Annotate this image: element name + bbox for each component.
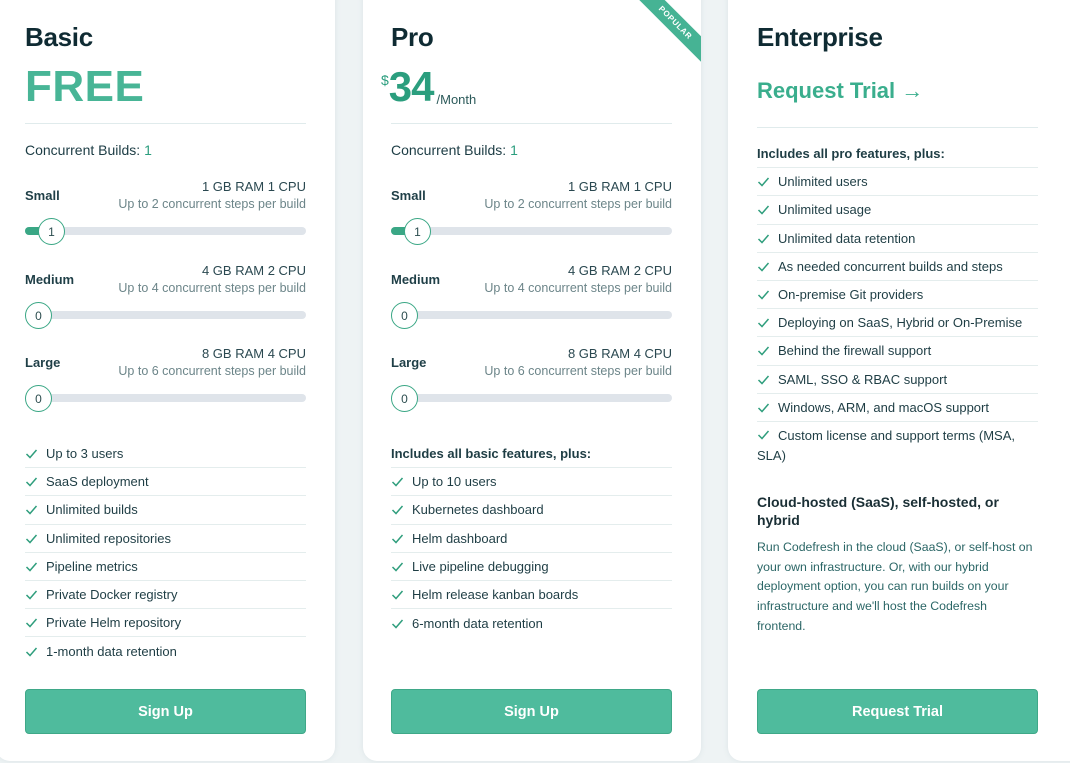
tier-name: Large [25,355,61,370]
plan-name: Enterprise [757,22,883,52]
tier-large [25,343,306,423]
feature-item: Live pipeline debugging [391,553,672,581]
feature-item: Unlimited usage [757,196,1038,224]
slider-thumb[interactable]: 1 [404,218,431,245]
check-icon [391,588,404,601]
feature-list-heading: Includes all pro features, plus: [757,140,1038,168]
sign-up-button[interactable]: Sign Up [391,689,672,734]
check-icon [757,260,770,273]
slider-track[interactable] [391,394,672,402]
check-icon [25,503,38,516]
tier-steps: Up to 2 concurrent steps per build [118,197,306,211]
tier-large [391,343,672,423]
tier-small [391,176,672,256]
tier-spec: 4 GB RAM 2 CPU [567,263,672,278]
feature-item: Unlimited repositories [25,525,306,553]
check-icon [757,344,770,357]
plan-name: Pro [391,22,434,52]
tier-spec: 1 GB RAM 1 CPU [201,179,306,194]
slider-track[interactable] [391,227,672,235]
check-icon [757,175,770,188]
feature-item: Unlimited builds [25,496,306,524]
feature-item: Up to 3 users [25,440,306,468]
check-icon [25,560,38,573]
price-period: /Month [436,92,477,107]
feature-item: Kubernetes dashboard [391,496,672,524]
tier-name: Large [391,355,427,370]
feature-item: Up to 10 users [391,468,672,496]
tier-name: Small [25,188,60,203]
feature-item: Unlimited users [757,168,1038,196]
tier-name: Medium [25,272,75,287]
tier-medium [25,260,306,340]
slider-thumb[interactable]: 0 [25,385,52,412]
divider [757,127,1038,128]
plan-card-pro [363,0,701,761]
slider-thumb[interactable]: 1 [38,218,65,245]
plan-price [381,63,477,110]
feature-item: As needed concurrent builds and steps [757,253,1038,281]
feature-item: Deploying on SaaS, Hybrid or On-Premise [757,309,1038,337]
feature-list-heading: Includes all basic features, plus: [391,440,672,468]
slider-track[interactable] [25,311,306,319]
check-icon [25,616,38,629]
price-currency: $ [381,72,389,88]
check-icon [757,232,770,245]
check-icon [25,645,38,658]
plan-card-enterprise [728,0,1070,761]
feature-list [391,440,672,637]
concurrent-builds [25,142,152,158]
tier-small [25,176,306,256]
tier-spec: 4 GB RAM 2 CPU [201,263,306,278]
slider-track[interactable] [25,394,306,402]
concurrent-builds-value: 1 [510,142,518,158]
check-icon [391,503,404,516]
slider-thumb[interactable]: 0 [391,302,418,329]
tier-medium [391,260,672,340]
concurrent-builds-label: Concurrent Builds: [25,142,141,158]
plan-name: Basic [25,22,93,52]
plan-price: FREE [25,62,145,111]
tier-steps: Up to 6 concurrent steps per build [118,364,306,378]
check-icon [25,532,38,545]
check-icon [757,428,770,441]
feature-item: Helm release kanban boards [391,581,672,609]
check-icon [391,560,404,573]
feature-item: Windows, ARM, and macOS support [757,394,1038,422]
feature-item: Unlimited data retention [757,225,1038,253]
feature-item: Helm dashboard [391,525,672,553]
feature-list [757,140,1038,468]
popular-ribbon-label: POPULAR [633,0,701,65]
check-icon [757,373,770,386]
check-icon [25,588,38,601]
feature-item: SaaS deployment [25,468,306,496]
feature-item: Private Helm repository [25,609,306,637]
check-icon [391,475,404,488]
slider-thumb[interactable]: 0 [391,385,418,412]
check-icon [757,288,770,301]
slider-thumb[interactable]: 0 [25,302,52,329]
feature-item: On-premise Git providers [757,281,1038,309]
check-icon [25,447,38,460]
tier-steps: Up to 6 concurrent steps per build [484,364,672,378]
tier-spec: 1 GB RAM 1 CPU [567,179,672,194]
deployment-description: Run Codefresh in the cloud (SaaS), or self-host on your own infrastructure. Or, with our hybrid deployment option, you can run builds on your infrastructure and we'll host the Codefresh frontend. [757,540,1033,633]
feature-item: 1-month data retention [25,637,306,665]
tier-spec: 8 GB RAM 4 CPU [567,346,672,361]
tier-name: Small [391,188,426,203]
feature-item: Custom license and support terms (MSA, SLA) [757,427,1015,463]
feature-item: SAML, SSO & RBAC support [757,366,1038,394]
deployment-subtitle: Cloud-hosted (SaaS), self-hosted, or hybrid [757,494,999,528]
check-icon [757,316,770,329]
sign-up-button[interactable]: Sign Up [25,689,306,734]
tier-steps: Up to 4 concurrent steps per build [118,281,306,295]
feature-item: Behind the firewall support [757,337,1038,365]
check-icon [25,475,38,488]
request-trial-button[interactable]: Request Trial [757,689,1038,734]
feature-item: 6-month data retention [391,609,672,637]
concurrent-builds-value: 1 [144,142,152,158]
check-icon [757,203,770,216]
slider-track[interactable] [25,227,306,235]
concurrent-builds-label: Concurrent Builds: [391,142,507,158]
check-icon [391,532,404,545]
plan-card-basic [0,0,335,761]
feature-list [25,440,306,666]
tier-spec: 8 GB RAM 4 CPU [201,346,306,361]
check-icon [757,401,770,414]
divider [25,123,306,124]
tier-steps: Up to 4 concurrent steps per build [484,281,672,295]
price-amount: 34 [388,63,434,110]
concurrent-builds [391,142,518,158]
check-icon [391,617,404,630]
divider [391,123,672,124]
tier-name: Medium [391,272,441,287]
feature-item: Private Docker registry [25,581,306,609]
request-trial-link[interactable]: Request Trial → [757,78,924,103]
slider-track[interactable] [391,311,672,319]
tier-steps: Up to 2 concurrent steps per build [484,197,672,211]
feature-item: Pipeline metrics [25,553,306,581]
